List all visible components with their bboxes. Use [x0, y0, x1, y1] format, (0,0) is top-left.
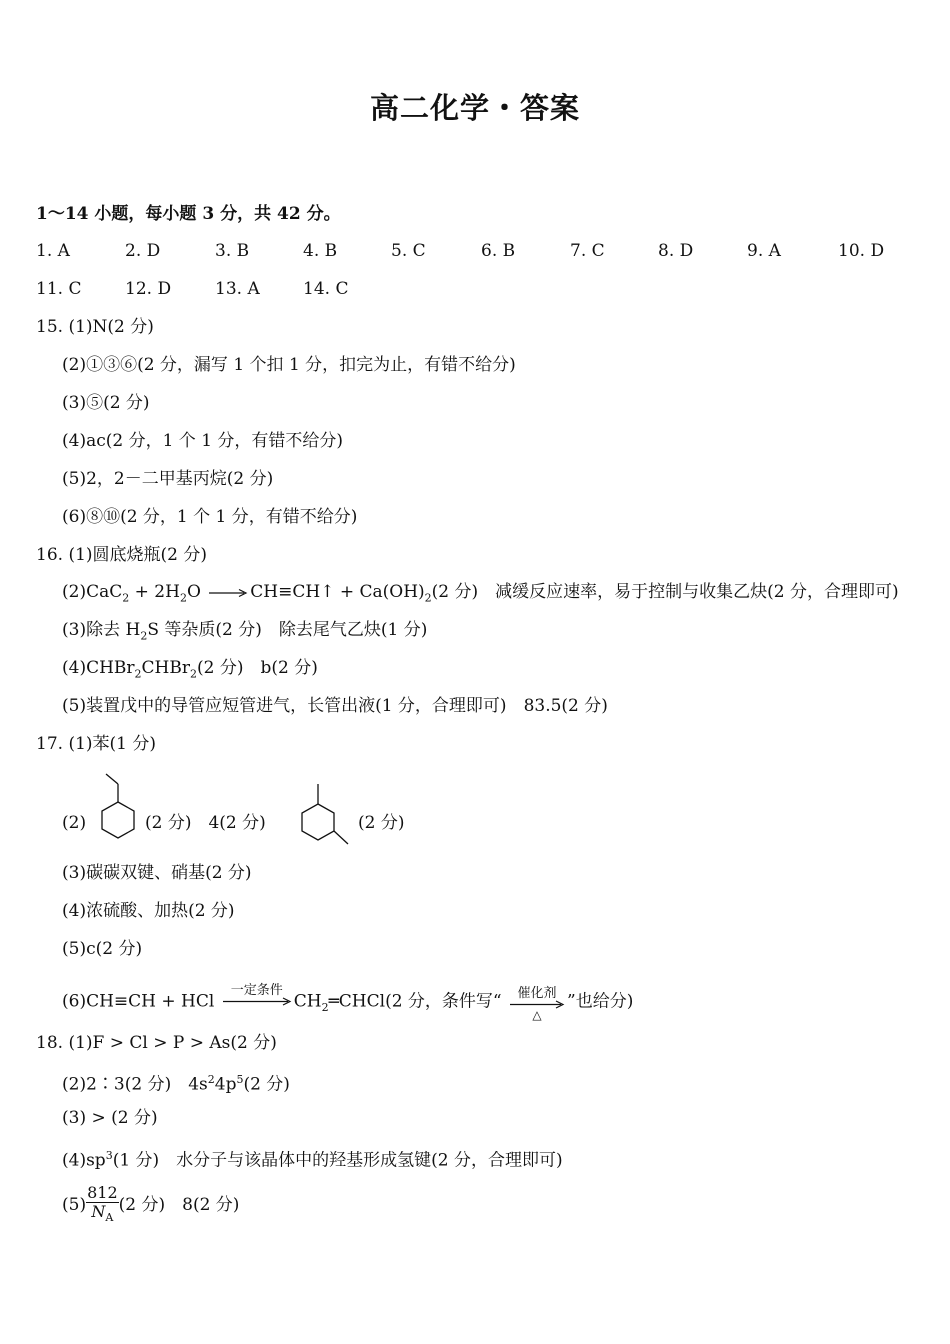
q16-part4: (4)CHBr$_2$CHBr$_2$(2 分) b(2 分) [62, 658, 318, 681]
mc-answer: 4. B [303, 241, 338, 261]
mc-answer: 5. C [391, 241, 426, 261]
q17-part4: (4)浓硫酸、加热(2 分) [62, 901, 235, 921]
q15-part5: (5)2，2－二甲基丙烷(2 分) [62, 469, 274, 489]
mc-answer: 8. D [658, 241, 694, 261]
q15-part6: (6)⑧⑩(2 分，1 个 1 分，有错不给分) [62, 507, 358, 527]
mc-answer: 14. C [303, 279, 349, 299]
mc-answer: 11. C [36, 279, 82, 299]
q18-part5: (5) $\frac{812}{N_A}$ (2 分) 8(2 分) [62, 1184, 239, 1227]
q18-part3: (3) > (2 分) [62, 1108, 158, 1128]
q17-part2-score: (2 分) 4(2 分) [145, 813, 266, 833]
q17-part5: (5)c(2 分) [62, 939, 143, 959]
q17-part1: 17. (1)苯(1 分) [36, 734, 157, 754]
fraction: $\frac{812}{N_A}$ [87, 1183, 118, 1225]
catalyst-arrow: 催化剂 △ [509, 987, 565, 1021]
dimethylcyclohexane-structure [298, 780, 352, 848]
mc-answer: 1. A [36, 241, 70, 261]
q15-part4: (4)ac(2 分，1 个 1 分，有错不给分) [62, 431, 344, 451]
reaction-arrow [208, 588, 248, 598]
q18-part2: (2)2∶3(2 分) $4s^24p^5(2$ 分) [62, 1073, 290, 1095]
mc-answer: 9. A [747, 241, 781, 261]
q15-part2: (2)①③⑥(2 分，漏写 1 个扣 1 分，扣完为止，有错不给分) [62, 355, 516, 375]
mc-answer: 10. D [838, 241, 885, 261]
q17-part2-label: (2) [62, 813, 87, 833]
ethylcyclohexane-structure [96, 772, 142, 846]
mc-answer: 3. B [215, 241, 250, 261]
mc-answer: 6. B [481, 241, 516, 261]
q15-part1: 15. (1)N(2 分) [36, 317, 154, 337]
q16-part5: (5)装置戊中的导管应短管进气，长管出液(1 分，合理即可) 83.5(2 分) [62, 696, 608, 716]
q15-part3: (3)⑤(2 分) [62, 393, 150, 413]
mc-answer: 2. D [125, 241, 161, 261]
intro-text: 1～14 小题，每小题 3 分，共 42 分。 [36, 204, 341, 224]
q16-part2: $(2)CaC_2 + 2H_2O$ CH≡CH↑ + $Ca(OH)_2(2$ 分) 减缓反应速率，易于控制与收集乙炔(2 分，合理即可) [62, 582, 899, 605]
mc-answer: 12. D [125, 279, 172, 299]
page-title: 高二化学・答案 [369, 91, 580, 125]
q16-part3: (3)除去 $H_2S$ 等杂质(2 分) 除去尾气乙炔(1 分) [62, 620, 428, 643]
condition-arrow: 一定条件 [222, 984, 292, 1006]
mc-answer: 7. C [570, 241, 605, 261]
q17-part3: (3)碳碳双键、硝基(2 分) [62, 863, 252, 883]
q16-part1: 16. (1)圆底烧瓶(2 分) [36, 545, 208, 565]
q18-part4: $(4)sp^3(1$ 分) 水分子与该晶体中的羟基形成氢键(2 分，合理即可) [62, 1149, 563, 1171]
q17-part2-score2: (2 分) [358, 813, 405, 833]
q17-part6: (6)CH≡CH + HCl 一定条件 $CH_2═CHCl(2$ 分，条件写“ 催化剂 △ ”也给分) [62, 983, 634, 1022]
mc-answer: 13. A [215, 279, 260, 299]
q18-part1: 18. (1)F > Cl > P > As(2 分) [36, 1033, 277, 1053]
